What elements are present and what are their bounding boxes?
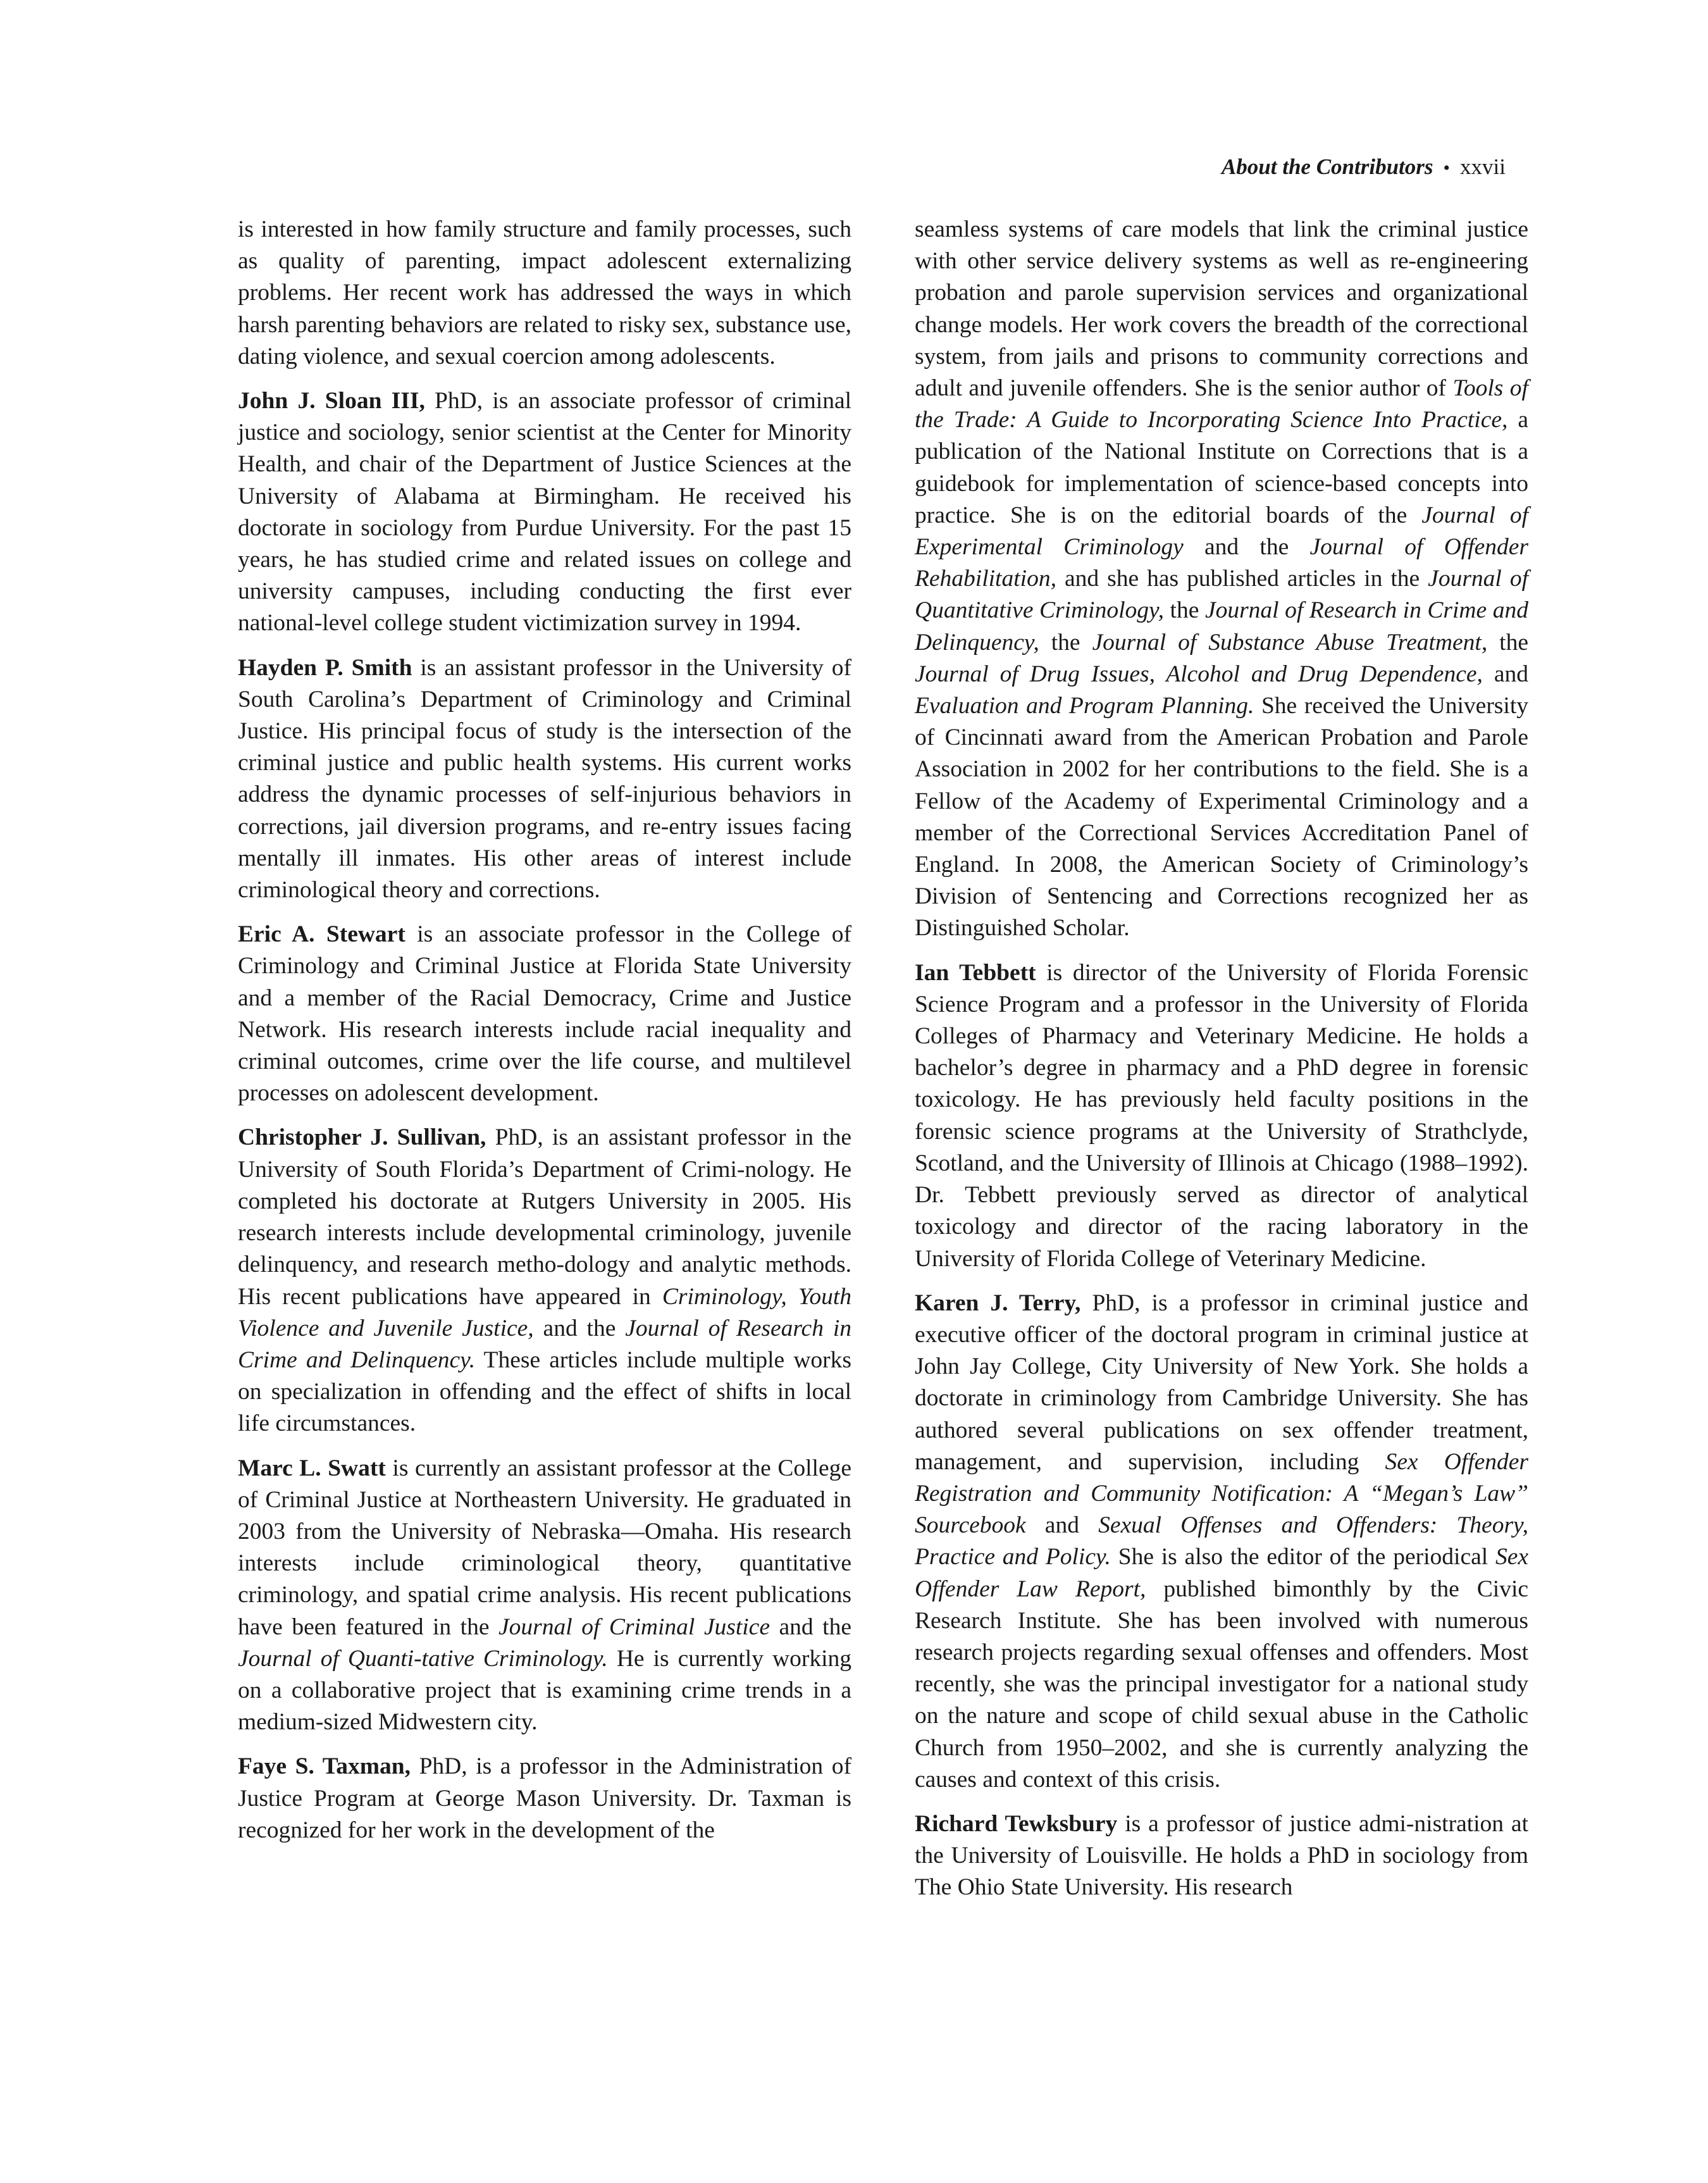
bio-terry	[915, 1288, 1528, 1796]
bio-text: She received the University of Cincinnati award from the American Probation and Parole Association in 2002 for her contributions to the field. She is a Fellow of the Academy of Experimental Criminology and a member of the Correctional Services Accreditation Panel of England. In 2008, the American Society of Criminology’s Division of Sentencing and Corrections recognized her as Distinguished Scholar.	[915, 693, 1528, 942]
contributor-name: Ian Tebbett	[915, 959, 1036, 986]
bio-text: the	[1487, 629, 1528, 656]
bio-text: seamless systems of care models that link the criminal justice with other service delivery systems as well as re-engineering probation and parole supervision services and organizational change models. Her work covers the breadth of the correctional system, from jails and prisons to community corrections and adult and juvenile offenders. She is the senior author of	[915, 216, 1528, 402]
bio-text: and the	[1183, 534, 1310, 561]
contributor-name: Karen J. Terry,	[915, 1290, 1081, 1316]
bio-swatt	[238, 1453, 851, 1739]
contributor-name: Eric A. Stewart	[238, 921, 405, 948]
bio-text: is currently an assistant professor at the College of Criminal Justice at Northeastern University. He graduated in 2003 from the University of Nebraska—Omaha. His research interests include criminological theory, quantitative criminology, and spatial crime analysis. His recent publications have been featured in the	[238, 1455, 851, 1640]
bio-taxman-continued	[915, 214, 1528, 945]
right-column	[915, 214, 1528, 1917]
publication-title: Journal of Drug Issues, Alcohol and Drug Dependence,	[915, 661, 1483, 687]
bio-text: the	[1039, 629, 1092, 656]
publication-title: Tools of the Trade: A Guide to Incorporating Science Into Practice,	[915, 375, 1528, 433]
contributor-name: Richard Tewksbury	[915, 1810, 1118, 1837]
publication-title: Journal of Substance Abuse Treatment,	[1092, 629, 1488, 656]
bio-text: PhD, is a professor in the Administration of Justice Program at George Mason University. Dr. Taxman is recognized for her work in the development of the	[238, 1753, 851, 1843]
bio-tewksbury	[915, 1808, 1528, 1904]
bullet-separator: •	[1443, 158, 1451, 178]
bio-tebbett	[915, 957, 1528, 1275]
publication-title: Journal of Quanti-tative Criminology.	[238, 1645, 608, 1672]
bio-text: PhD, is an assistant professor in the University of South Florida’s Department of Crimi-nology. He completed his doctorate at Rutgers University in 2005. His research interests include developmental criminology, juvenile delinquency, and research metho-dology and analytic methods. His recent publications have appeared in	[238, 1124, 851, 1310]
contributor-name: Marc L. Swatt	[238, 1455, 386, 1481]
publication-title: Journal of Experimental Criminology	[915, 502, 1528, 561]
bio-text: is an associate professor in the College of Criminology and Criminal Justice at Florida State University and a member of the Racial Democracy, Crime and Justice Network. His research interests include racial inequality and criminal outcomes, crime over the life course, and multilevel processes on adolescent development.	[238, 921, 851, 1107]
publication-title: Journal of Quantitative Criminology,	[915, 566, 1528, 624]
publication-title: Journal of Criminal Justice	[498, 1614, 770, 1640]
bio-text: and	[1482, 661, 1528, 687]
publication-title: Criminology, Youth Violence and Juvenile Justice,	[238, 1283, 851, 1341]
bio-text: He is currently working on a collaborative project that is examining crime trends in a medium-sized Midwestern city.	[238, 1645, 852, 1736]
bio-text: and	[1025, 1512, 1099, 1539]
bio-text: is director of the University of Florida Forensic Science Program and a professor in the University of Florida Colleges of Pharmacy and Veterinary Medicine. He holds a bachelor’s degree in pharmacy and a PhD degree in forensic toxicology. He has previously held faculty positions in the forensic science programs at the University of Strathclyde, Scotland, and the University of Illinois at Chicago (1988–1992). Dr. Tebbett previously served as director of analytical toxicology and director of the racing laboratory in the University of Florida College of Veterinary Medicine.	[915, 959, 1528, 1272]
contributor-name: Faye S. Taxman,	[238, 1753, 411, 1780]
left-column	[238, 214, 851, 1859]
section-title: About the Contributors	[1221, 154, 1433, 179]
bio-smith	[238, 652, 851, 907]
bio-carryover: is interested in how family structure and family processes, such as quality of parenting, impact adolescent externalizing problems. Her recent work has addressed the ways in which harsh parenting behaviors are related to risky sex, substance use, dating violence, and sexual coercion among adolescents.	[238, 216, 851, 370]
bio-text: is an assistant professor in the University of South Carolina’s Department of Criminology and Criminal Justice. His principal focus of study is the intersection of the criminal justice and public health systems. His current works address the dynamic processes of self-injurious behaviors in corrections, jail diversion programs, and re-entry issues facing mentally ill inmates. His other areas of interest include criminological theory and corrections.	[238, 654, 851, 904]
bio-text: and the	[533, 1315, 626, 1341]
publication-title: Journal of Research in Crime and Delinquency,	[915, 597, 1528, 656]
publication-title: Sex Offender Law Report,	[915, 1544, 1528, 1602]
bio-text: is a professor of justice admi-nistration at the University of Louisville. He holds a PhD in sociology from The Ohio State University. His research	[915, 1810, 1528, 1901]
page-number: xxvii	[1460, 154, 1506, 179]
contributor-name: Christopher J. Sullivan,	[238, 1124, 486, 1151]
bio-text: PhD, is a professor in criminal justice and executive officer of the doctoral program in criminal justice at John Jay College, City University of New York. She holds a doctorate in criminology from Cambridge University. She has authored several publications on sex offender treatment, management, and supervision, including	[915, 1290, 1528, 1475]
contributor-name: Hayden P. Smith	[238, 654, 412, 681]
bio-sloan	[238, 385, 851, 640]
bio-text: published bimonthly by the Civic Research Institute. She has been involved with numerous research projects regarding sexual offenses and offenders. Most recently, she was the principal investigator for a national study on the nature and scope of child sexual abuse in the Catholic Church from 1950–2002, and she is currently analyzing the causes and context of this crisis.	[915, 1576, 1529, 1793]
bio-sullivan	[238, 1122, 851, 1440]
bio-text: and the	[769, 1614, 851, 1640]
contributor-name: John J. Sloan III,	[238, 388, 425, 414]
publication-title: Evaluation and Program Planning.	[915, 693, 1254, 719]
publication-title: Journal of Research in Crime and Delinquency.	[238, 1315, 851, 1373]
publication-title: Journal of Offender Rehabilitation,	[915, 534, 1528, 592]
bio-text: the	[1163, 597, 1205, 624]
bio-text: These articles include multiple works on specialization in offending and the effect of shifts in local life circumstances.	[238, 1346, 851, 1437]
publication-title: Sexual Offenses and Offenders: Theory, Practice and Policy.	[915, 1512, 1528, 1570]
bio-taxman	[238, 1751, 851, 1846]
bio-stewart	[238, 919, 851, 1109]
bio-text: She is also the editor of the periodical	[1110, 1544, 1495, 1570]
bio-text: and she has published articles in the	[1056, 566, 1428, 592]
bio-text: a publication of the National Institute on Corrections that is a guidebook for implementation of science-based concepts into practice. She is on the editorial boards of the	[915, 407, 1528, 528]
publication-title: Sex Offender Registration and Community Notification: A “Megan’s Law” Sourcebook	[915, 1448, 1528, 1539]
running-header	[1222, 154, 1506, 181]
bio-text: PhD, is an associate professor of criminal justice and sociology, senior scientist at the Center for Minority Health, and chair of the Department of Justice Sciences at the University of Alabama at Birmingham. He received his doctorate in sociology from Purdue University. For the past 15 years, he has studied crime and related issues on college and university campuses, including conducting the first ever national-level college student victimization survey in 1994.	[238, 388, 852, 637]
